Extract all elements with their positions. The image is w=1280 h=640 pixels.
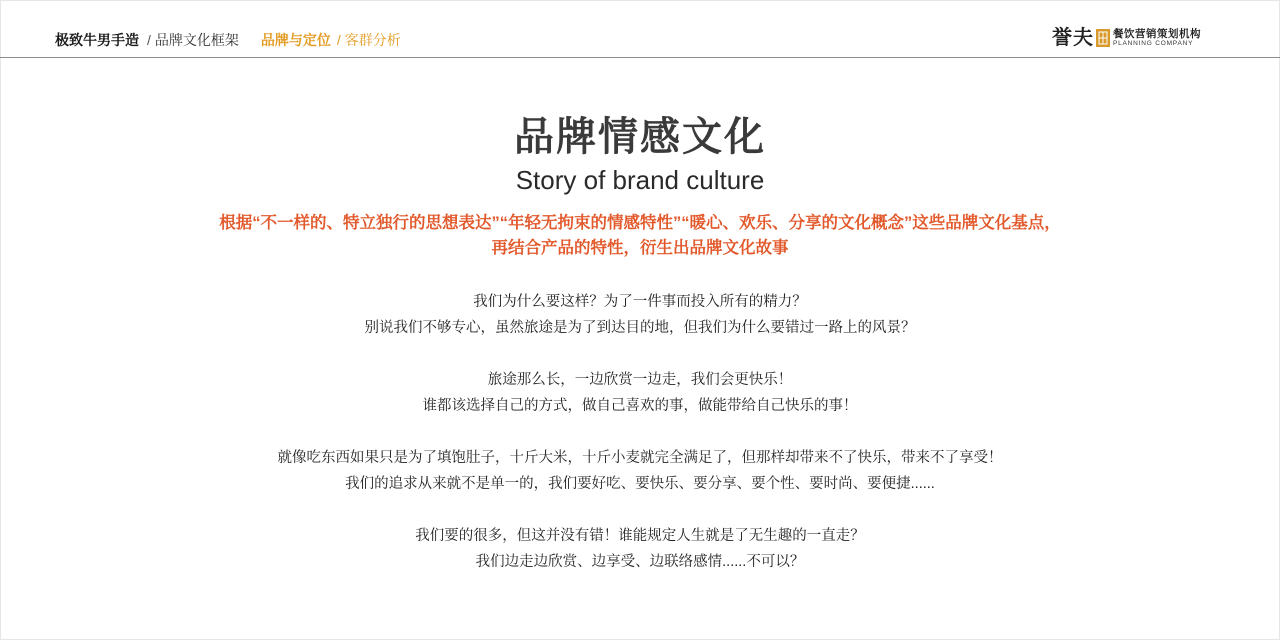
story-paragraph	[0, 523, 1280, 575]
breadcrumb-project[interactable]: 极致牛男手造	[55, 32, 139, 48]
story-paragraph	[0, 445, 1280, 497]
story-line: 旅途那么长，一边欣赏一边走，我们会更快乐！	[487, 372, 793, 388]
breadcrumb	[55, 30, 401, 50]
story-line: 我们为什么要这样？为了一件事而投入所有的精力？	[473, 294, 807, 310]
breadcrumb-separator-accent: /	[336, 32, 341, 48]
page-subtitle: Story of brand culture	[515, 165, 765, 195]
story-paragraph	[0, 367, 1280, 419]
story-line: 谁都该选择自己的方式，做自己喜欢的事，做能带给自己快乐的事！	[422, 398, 858, 414]
header	[0, 0, 1280, 58]
story-line: 就像吃东西如果只是为了填饱肚子，十斤大米，十斤小麦就完全满足了，但那样却带来不了快乐，带来不了享受！	[277, 450, 1003, 466]
logo-text	[1113, 29, 1201, 48]
story-line: 我们边走边欣赏、边享受、边联络感情......不可以？	[475, 554, 805, 570]
header-divider	[0, 57, 1280, 58]
story-paragraph	[0, 289, 1280, 341]
highlight-statement	[0, 211, 1280, 261]
story-line: 我们要的很多，但这并没有错！谁能规定人生就是了无生趣的一直走？	[415, 528, 865, 544]
story-line: 我们的追求从来就不是单一的，我们要好吃、要快乐、要分享、要个性、要时尚、要便捷......	[345, 476, 935, 492]
logo-tagline-cn: 餐饮营销策划机构	[1113, 27, 1201, 40]
page-title: 品牌情感文化	[514, 115, 766, 159]
story-text	[0, 289, 1280, 601]
highlight-line: 根据“不一样的、特立独行的思想表达”“年轻无拘束的情感特性”“暖心、欢乐、分享的文化概念”这些品牌文化基点，	[219, 214, 1061, 232]
breadcrumb-next[interactable]: 客群分析	[344, 32, 401, 48]
highlight-line: 再结合产品的特性，衍生出品牌文化故事	[491, 239, 789, 257]
logo-tagline-en: PLANNING COMPANY	[1113, 40, 1194, 47]
company-logo	[1052, 26, 1201, 50]
story-line: 别说我们不够专心，虽然旅途是为了到达目的地，但我们为什么要错过一路上的风景？	[364, 320, 916, 336]
breadcrumb-section[interactable]: 品牌文化框架	[154, 32, 239, 48]
logo-seal-icon	[1096, 29, 1110, 47]
breadcrumb-current[interactable]: 品牌与定位	[260, 32, 331, 48]
logo-name: 誉夫	[1052, 27, 1094, 49]
breadcrumb-separator: /	[147, 32, 151, 48]
